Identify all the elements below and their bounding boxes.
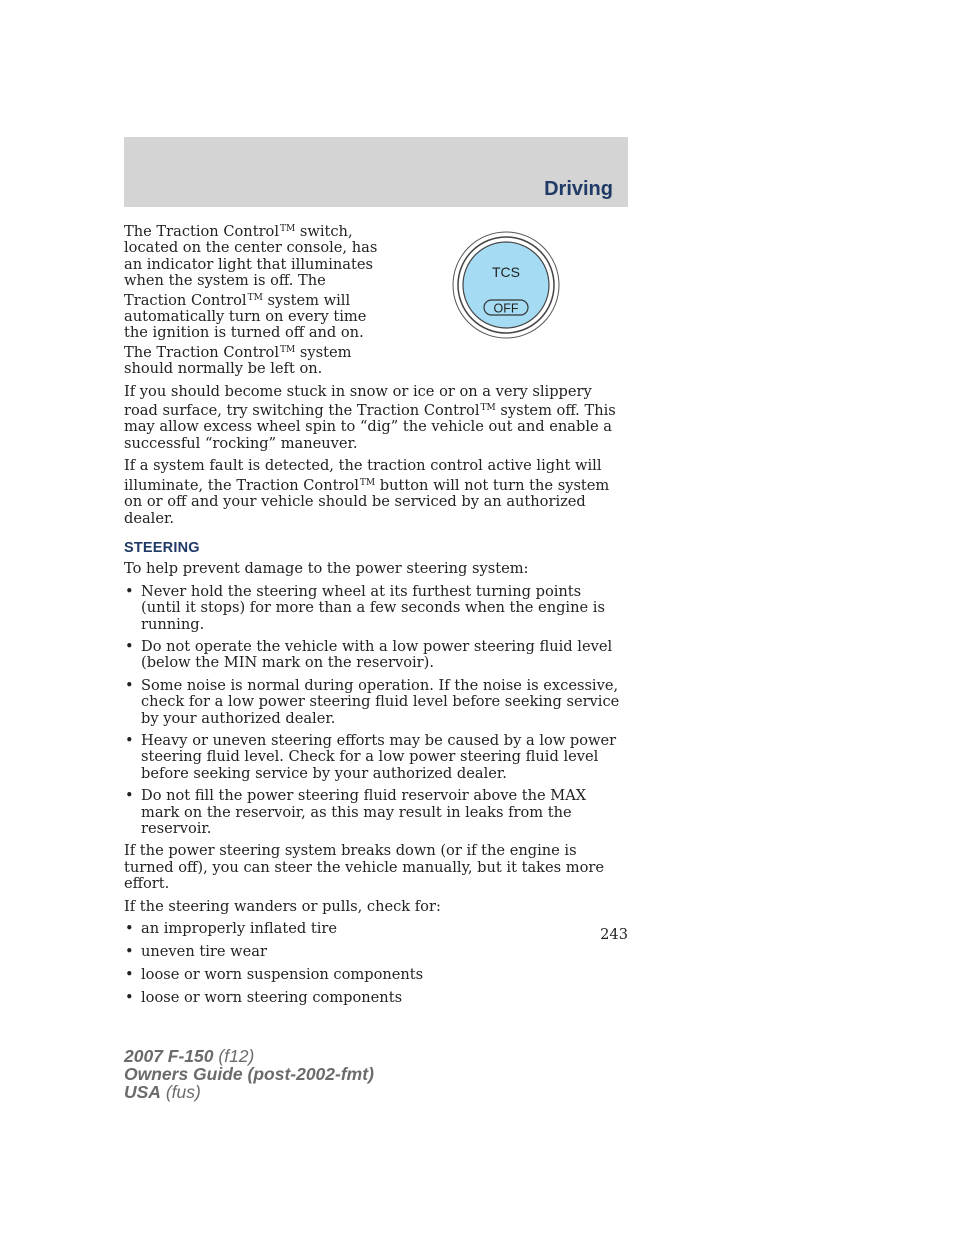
tcs-label: TCS [492,264,520,280]
trademark-symbol: TM [280,344,296,355]
trademark-symbol: TM [480,403,496,414]
wander-checklist [124,921,624,1006]
steering-heading: STEERING [124,539,200,556]
section-header-band [124,137,628,207]
footer-line-model: 2007 F-150 (f12) [124,1046,255,1066]
section-title: Driving [544,178,613,200]
page-number: 243 [600,926,628,943]
list-item: • Do not operate the vehicle with a low power steering fluid level (below the MIN mark on the reservoir). [124,639,624,672]
steering-precautions-list [124,584,624,838]
breakdown-paragraph: If the power steering system breaks down (or if the engine is turned off), you can steer the vehicle manually, but it takes more effort. [124,842,604,893]
fault-paragraph: If a system fault is detected, the traction control active light will illuminate, the Traction Control™ button will not turn the system on or off and your vehicle should be serviced by an authorized dealer. [124,457,610,527]
footer-line-guide: Owners Guide (post-2002-fmt) [124,1064,374,1084]
list-item: • loose or worn suspension components [124,967,624,983]
stuck-paragraph: If you should become stuck in snow or ice or on a very slippery road surface, try switching the Traction Control™ system off. This may allow excess wheel spin to “dig” the vehicle out and enable a successful “rocking” maneuver. [124,382,616,452]
list-item: • Heavy or uneven steering efforts may be caused by a low power steering fluid level. Check for a low power steering fluid level before seeking service by your authorized dealer. [124,733,624,782]
trademark-symbol: TM [280,224,296,234]
list-item: • loose or worn steering components [124,990,624,1006]
list-item: • Some noise is normal during operation. If the noise is excessive, check for a low power steering fluid level before seeking service by your authorized dealer. [124,678,624,727]
list-item: • Never hold the steering wheel at its furthest turning points (until it stops) for more than a few seconds when the engine is running. [124,584,624,633]
list-item: • Do not fill the power steering fluid reservoir above the MAX mark on the reservoir, as this may result in leaks from the reservoir. [124,788,624,837]
trademark-symbol: TM [359,477,376,488]
list-item: • uneven tire wear [124,944,624,960]
document-footer [124,1047,374,1101]
trademark-symbol: TM [247,292,263,303]
steering-intro: To help prevent damage to the power steering system: [124,560,529,578]
traction-control-intro: The Traction Control™ switch, located on the center console, has an indicator light that illuminates when the system is off. The Traction Control™ system will automatically turn on every time the ignition is turned off and on. The Traction Control™ system should normally be left on. [124,223,378,378]
off-label: OFF [493,301,519,316]
footer-line-market: USA (fus) [124,1082,201,1102]
list-item: • an improperly inflated tire [124,921,624,937]
page-content [124,221,624,1013]
wander-intro: If the steering wanders or pulls, check for: [124,897,441,915]
